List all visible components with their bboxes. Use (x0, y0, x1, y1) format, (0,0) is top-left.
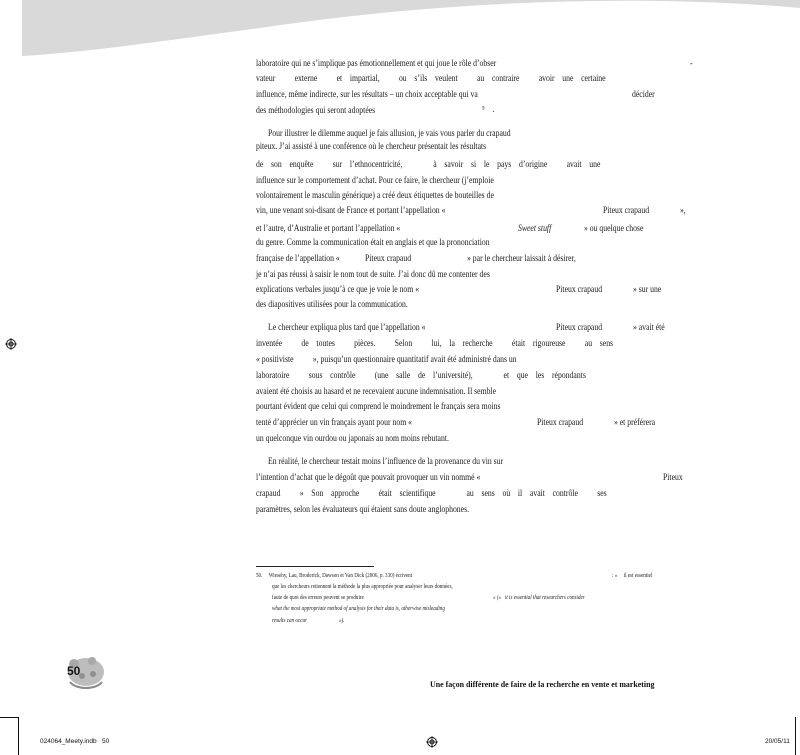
text-line: crapaud » Son approche était scientifique au sens où il avait contrôle ses (256, 488, 607, 498)
footnote-line: » (« it is essential that researchers consider (493, 594, 585, 601)
text-line: influence sur le comportement d’achat. Pour ce faire, le chercheur (j’emploie (256, 175, 494, 185)
text-line: paramètres, selon les évaluateurs qui étaient sans doute anglophones. (256, 504, 470, 514)
footnote-line: : « il est essentiel (612, 572, 653, 579)
text-line: décider (632, 89, 655, 99)
text-line: laboratoire qui ne s’implique pas émotionnellement et qui joue le rôle d’obser (256, 58, 497, 68)
text-line: Piteux crapaud » et préférera (537, 417, 656, 427)
text-line: ⁵ . (482, 104, 495, 114)
text-line: Piteux crapaud » avait été (556, 322, 665, 332)
crop-mark (18, 717, 19, 755)
text-line: et l’autre, d’Australie et portant l’appellation « (256, 223, 401, 233)
text-line: » par le chercheur laissait à désirer, (467, 253, 576, 263)
text-line: de son enquête sur l’ethnocentricité, à savoir si le pays d’origine avait une (256, 159, 601, 169)
text-line: Le chercheur expliqua plus tard que l’appellation « (268, 322, 426, 332)
text-line: laboratoire sous contrôle (une salle de l’université), et que les répondants (256, 370, 586, 380)
text-line: du genre. Comme la communication était en anglais et que la prononciation (256, 237, 490, 247)
text-line: vateur externe et impartial, ou s’ils veulent au contraire avoir une certaine (256, 73, 606, 83)
text-line: piteux. J’ai assisté à une conférence où le chercheur présentait les résultats (256, 141, 487, 151)
footnote-line: what the most appropriate method of analysis for their data is, otherwise misleading (272, 605, 445, 612)
text-line: Piteux crapaud », (603, 205, 686, 215)
header-swoosh (0, 0, 800, 60)
text-line: » ou quelque chose (584, 223, 644, 233)
text-line: - (690, 58, 693, 68)
text-line: Piteux crapaud » sur une (556, 284, 662, 294)
text-line: Piteux (663, 472, 683, 482)
text-line: pourtant évident que celui qui comprend le moindrement le français sera moins (256, 401, 501, 411)
crop-mark (795, 717, 796, 755)
footnote-separator (256, 566, 374, 567)
text-line: influence, même indirecte, sur les résultats – un choix acceptable qui va (256, 89, 478, 99)
footnote-line: faute de quoi des erreurs peuvent se produire (272, 594, 364, 601)
text-line: je n’ai pas réussi à saisir le nom tout de suite. J’ai donc dû me contenter des (256, 269, 490, 279)
footnote-line: 50. Wiesehy, Lau, Broderick, Dawson et Van Dick (2006, p. 330) écrivent (256, 572, 413, 579)
text-line: des diapositives utilisées pour la communication. (256, 299, 408, 309)
text-line: inventée de toutes pièces. Selon lui, la recherche était rigoureuse au sens (256, 338, 614, 348)
footnote-line: que les chercheurs retiennent la méthode la plus appropriée pour analyser leurs données, (272, 583, 453, 590)
text-line: l’intention d’achat que le dégoût que pouvait provoquer un vin nommé « (256, 472, 481, 482)
text-line: Sweet stuff (518, 223, 552, 233)
slug-left: 024064_Meety.indb 50 (40, 738, 110, 745)
text-line: « positiviste », puisqu’un questionnaire quantitatif avait été administré dans un (256, 354, 517, 364)
registration-mark-icon (426, 736, 438, 748)
slug-right: 20/05/11 (765, 738, 790, 745)
page-number: 50 (67, 664, 81, 678)
text-line: Piteux crapaud (365, 253, 412, 263)
text-line: un quelconque vin ourdou ou japonais au nom moins rebutant. (256, 433, 449, 443)
text-line: tenté d’apprécier un vin français ayant pour nom « (256, 417, 413, 427)
text-line: En réalité, le chercheur testait moins l’influence de la provenance du vin sur (268, 456, 504, 466)
running-footer: Une façon différente de faire de la recherche en vente et marketing (430, 679, 655, 689)
crop-mark (0, 717, 18, 718)
text-line: Pour illustrer le dilemme auquel je fais allusion, je vais vous parler du crapaud (268, 128, 511, 138)
registration-mark-icon (5, 338, 17, 350)
text-line: des méthodologies qui seront adoptées (256, 105, 376, 115)
text-line: explications verbales jusqu’à ce que je voie le nom « (256, 284, 420, 294)
text-line: vin, une venant soi-disant de France et portant l’appellation « (256, 205, 446, 215)
text-line: volontairement le masculin générique) a créé deux étiquettes de bouteilles de (256, 190, 494, 200)
text-line: française de l’appellation « (256, 253, 340, 263)
footnote-line: results can occur »). (272, 617, 345, 624)
text-line: avaient été choisis au hasard et ne recevaient aucune indemnisation. Il semble (256, 386, 497, 396)
